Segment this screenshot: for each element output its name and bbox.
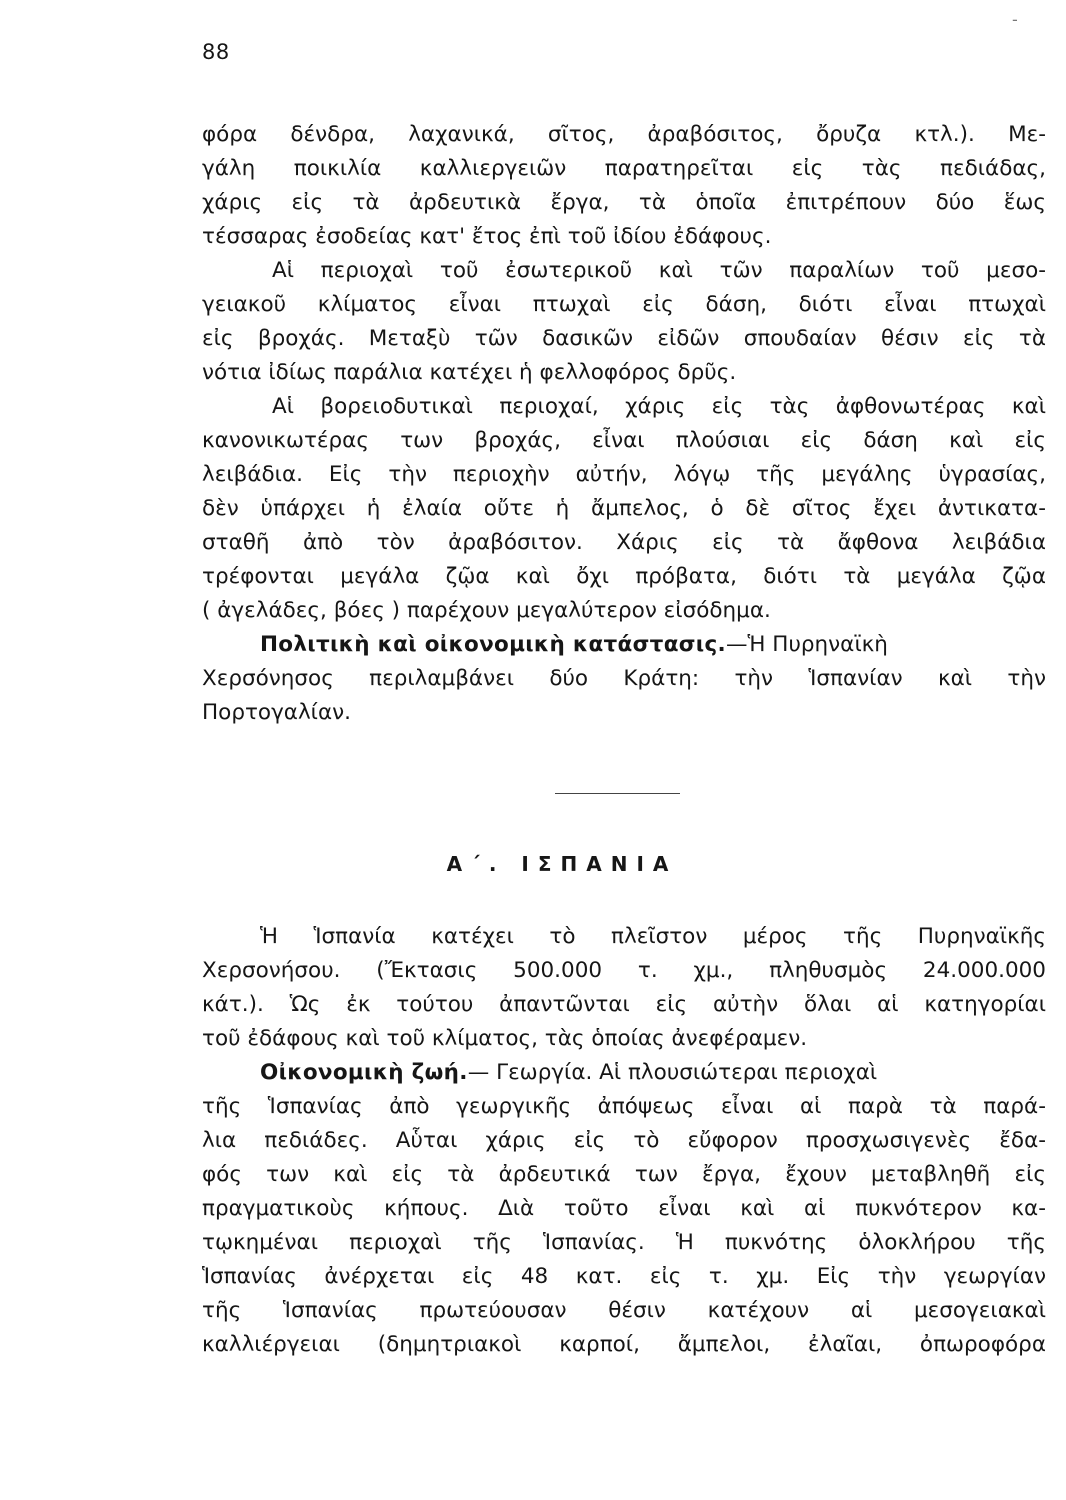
text-line: τρέφονται μεγάλα ζῷα καὶ ὄχι πρόβατα, διότι τὰ μεγάλα ζῷα (202, 564, 1046, 589)
paragraph-block-pyrenees (202, 118, 1046, 730)
text-line: Πορτογαλίαν. (202, 700, 351, 725)
text-line: χάρις εἰς τὰ ἀρδευτικὰ ἔργα, τὰ ὁποῖα ἐπιτρέπουν δύο ἕως (202, 190, 1046, 215)
text-line: τοῦ ἐδάφους καὶ τοῦ κλίματος, τὰς ὁποίας ἀνεφέραμεν. (202, 1026, 808, 1051)
text-line: Αἱ βορειοδυτικαὶ περιοχαί, χάρις εἰς τὰς ἀφθονωτέρας καὶ (272, 394, 1046, 419)
text-line: Αἱ περιοχαὶ τοῦ ἐσωτερικοῦ καὶ τῶν παραλίων τοῦ μεσο- (272, 258, 1046, 283)
text-line: φόρα δένδρα, λαχανικά, σῖτος, ἀραβόσιτος, ὄρυζα κτλ.). Με- (202, 122, 1046, 147)
text-line: Ἡ Ἱσπανία κατέχει τὸ πλεῖστον μέρος τῆς Πυρηναϊκῆς (260, 924, 1046, 949)
text-line: Χερσόνησος περιλαμβάνει δύο Κράτη: τὴν Ἱσπανίαν καὶ τὴν (202, 666, 1046, 691)
text-line: εἰς βροχάς. Μεταξὺ τῶν δασικῶν εἰδῶν σπουδαίαν θέσιν εἰς τὰ (202, 326, 1046, 351)
text-line: Ἱσπανίας ἀνέρχεται εἰς 48 κατ. εἰς τ. χμ. Εἰς τὴν γεωργίαν (202, 1264, 1046, 1289)
text-line (202, 628, 1046, 662)
text-line: γάλη ποικιλία καλλιεργειῶν παρατηρεῖται εἰς τὰς πεδιάδας, (202, 156, 1046, 181)
text-line: φός των καὶ εἰς τὰ ἀρδευτικά των ἔργα, ἔχουν μεταβληθῆ εἰς (202, 1162, 1046, 1187)
text-line: τέσσαρας ἐσοδείας κατ' ἔτος ἐπὶ τοῦ ἰδίου ἐδάφους. (202, 224, 772, 249)
text-line: κάτ.). Ὡς ἐκ τούτου ἀπαντῶνται εἰς αὐτὴν ὅλαι αἱ κατηγορίαι (202, 992, 1046, 1017)
scan-speck: - (1012, 10, 1018, 29)
section-divider (555, 793, 680, 794)
text-span: —Ἡ Πυρηναϊκὴ (726, 632, 888, 657)
text-line: δὲν ὑπάρχει ἡ ἐλαία οὔτε ἡ ἄμπελος, ὁ δὲ σῖτος ἔχει ἀντικατα- (202, 496, 1046, 521)
text-line: καλλιέργειαι (δημητριακοὶ καρποί, ἄμπελοι, ἐλαῖαι, ὀπωροφόρα (202, 1332, 1046, 1357)
text-line: σταθῆ ἀπὸ τὸν ἀραβόσιτον. Χάρις εἰς τὰ ἄφθονα λειβάδια (202, 530, 1046, 555)
text-line: τῳκημέναι περιοχαὶ τῆς Ἱσπανίας. Ἡ πυκνότης ὁλοκλήρου τῆς (202, 1230, 1046, 1255)
text-line: γειακοῦ κλίματος εἶναι πτωχαὶ εἰς δάση, διότι εἶναι πτωχαὶ (202, 292, 1046, 317)
text-line: ( ἀγελάδες, βόες ) παρέχουν μεγαλύτερον εἰσόδημα. (202, 598, 771, 623)
text-line: λειβάδια. Εἰς τὴν περιοχὴν αὐτήν, λόγῳ τῆς μεγάλης ὑγρασίας, (202, 462, 1046, 487)
section-heading-politics: Πολιτικὴ καὶ οἰκονομικὴ κατάστασις. (260, 632, 726, 657)
page-number: 88 (202, 40, 230, 64)
text-line: Χερσονήσου. (Ἔκτασις 500.000 τ. χμ., πληθυσμὸς 24.000.000 (202, 958, 1046, 983)
text-line: νότια ἰδίως παράλια κατέχει ἡ φελλοφόρος δρῦς. (202, 360, 737, 385)
text-span: — Γεωργία. Αἱ πλουσιώτεραι περιοχαὶ (467, 1060, 878, 1085)
text-line: κανονικωτέρας των βροχάς, εἶναι πλούσιαι εἰς δάση καὶ εἰς (202, 428, 1046, 453)
paragraph-block-spain (202, 920, 1046, 1362)
text-line: λια πεδιάδες. Αὗται χάρις εἰς τὸ εὔφορον προσχωσιγενὲς ἔδα- (202, 1128, 1046, 1153)
text-line (202, 1056, 1046, 1090)
text-line: τῆς Ἱσπανίας πρωτεύουσαν θέσιν κατέχουν αἱ μεσογειακαὶ (202, 1298, 1046, 1323)
text-line: τῆς Ἱσπανίας ἀπὸ γεωργικῆς ἀπόψεως εἶναι αἱ παρὰ τὰ παρά- (202, 1094, 1046, 1119)
text-line: πραγματικοὺς κήπους. Διὰ τοῦτο εἶναι καὶ αἱ πυκνότερον κα- (202, 1196, 1046, 1221)
chapter-heading-spain: Α΄. ΙΣΠΑΝΙΑ (446, 852, 678, 876)
section-heading-economy: Οἰκονομικὴ ζωή. (260, 1060, 468, 1085)
